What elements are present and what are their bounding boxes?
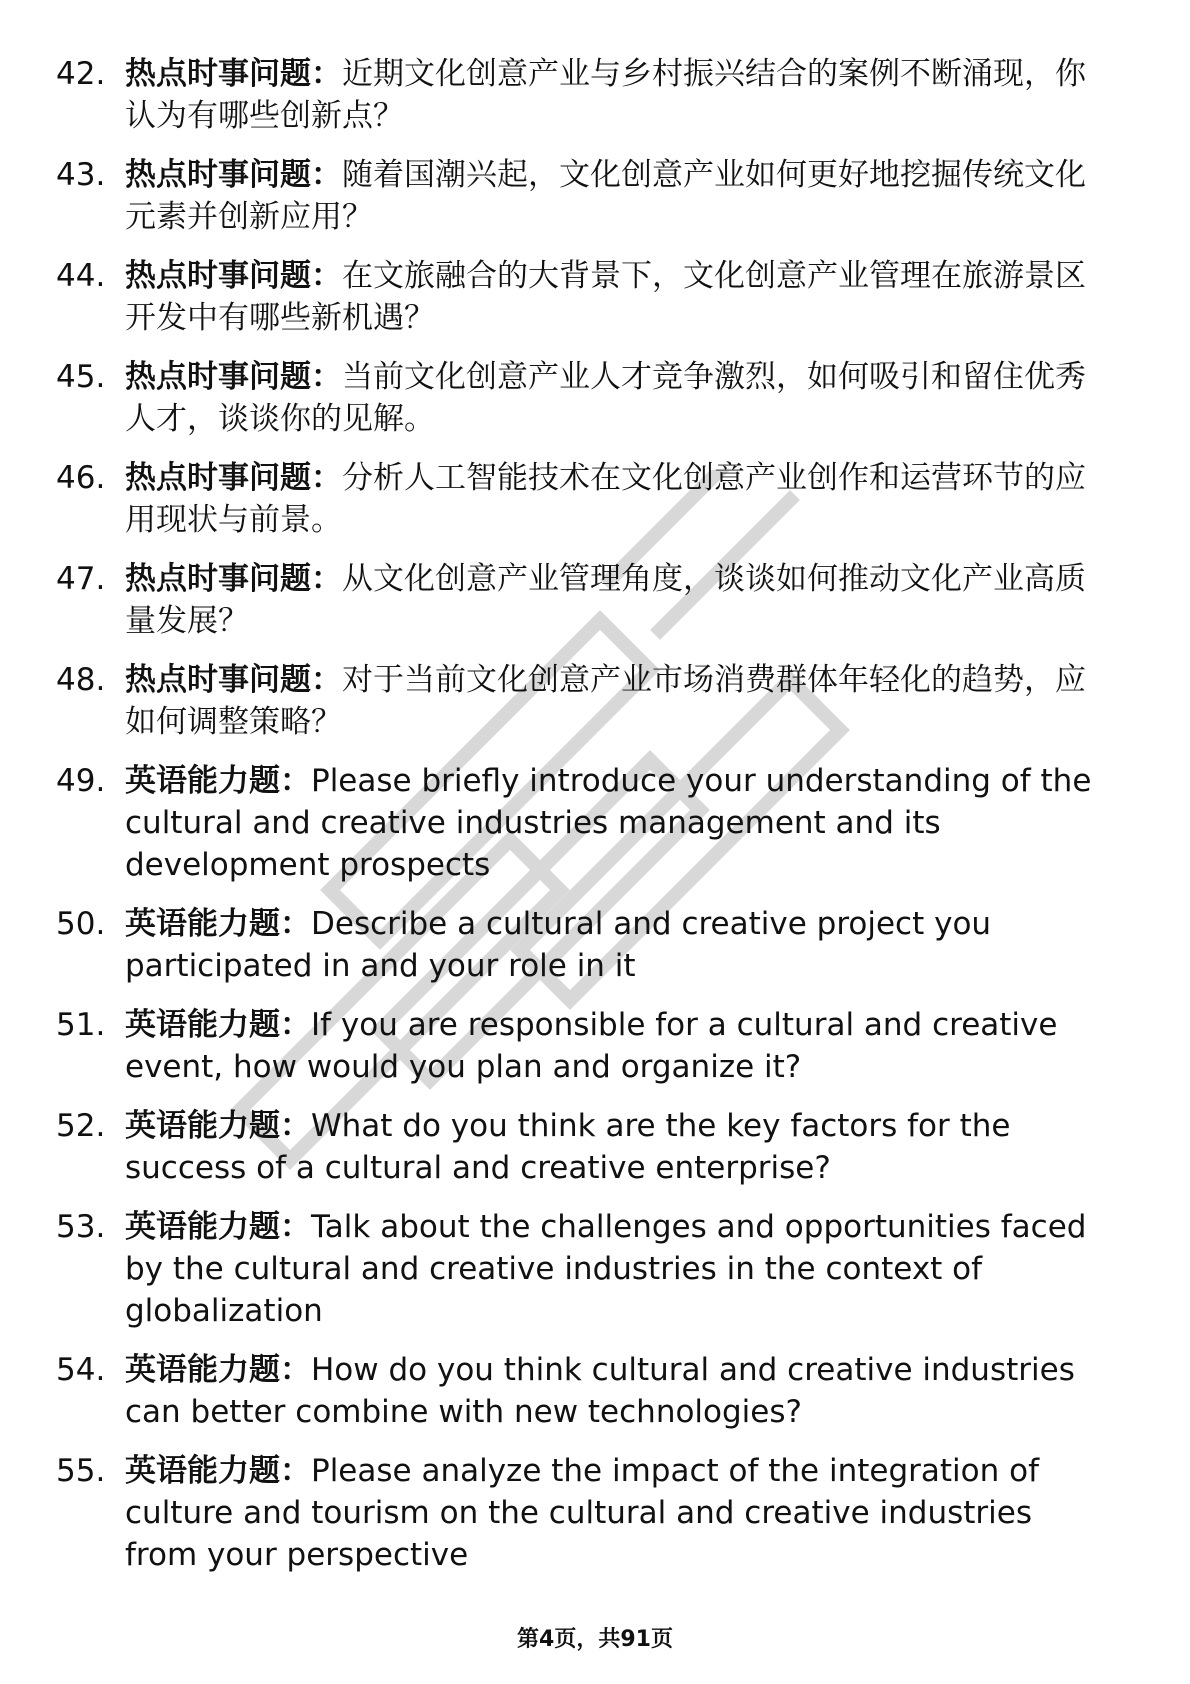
question-number: 49. [56, 763, 106, 799]
question-body [125, 457, 1116, 541]
question-text: If you are responsible for a cultural and creative event, how would you plan and organize it? [125, 1007, 1058, 1085]
question-text: 当前文化创意产业人才竞争激烈，如何吸引和留住优秀人才，谈谈你的见解。 [125, 359, 1086, 437]
question-category: 英语能力题： [125, 1108, 311, 1144]
question-category: 热点时事问题： [125, 56, 342, 92]
question-number: 44. [56, 258, 106, 294]
question-number: 55. [56, 1453, 106, 1489]
question-body [125, 53, 1116, 137]
question-body [125, 760, 1116, 886]
question-text: 随着国潮兴起，文化创意产业如何更好地挖掘传统文化元素并创新应用？ [125, 157, 1086, 235]
question-list [56, 53, 1116, 1593]
question-text: 近期文化创意产业与乡村振兴结合的案例不断涌现，你认为有哪些创新点？ [125, 56, 1086, 134]
question-body [125, 1349, 1116, 1433]
question-item [56, 558, 1116, 642]
question-category: 热点时事问题： [125, 460, 342, 496]
question-item [56, 1105, 1116, 1189]
question-item [56, 903, 1116, 987]
question-number: 54. [56, 1352, 106, 1388]
question-body [125, 1450, 1116, 1576]
question-category: 热点时事问题： [125, 157, 342, 193]
question-text: How do you think cultural and creative industries can better combine with new technologies? [125, 1352, 1075, 1430]
question-category: 热点时事问题： [125, 662, 342, 698]
question-item [56, 255, 1116, 339]
question-item [56, 53, 1116, 137]
question-category: 英语能力题： [125, 1352, 311, 1388]
question-category: 英语能力题： [125, 1209, 311, 1245]
question-body [125, 558, 1116, 642]
question-number: 43. [56, 157, 106, 193]
question-item [56, 356, 1116, 440]
question-item [56, 760, 1116, 886]
question-item [56, 457, 1116, 541]
question-number: 48. [56, 662, 106, 698]
question-body [125, 255, 1116, 339]
question-item [56, 154, 1116, 238]
question-body [125, 1105, 1116, 1189]
question-number: 53. [56, 1209, 106, 1245]
question-text: 对于当前文化创意产业市场消费群体年轻化的趋势，应如何调整策略？ [125, 662, 1086, 740]
question-body [125, 1004, 1116, 1088]
question-text: Talk about the challenges and opportunities faced by the cultural and creative industries in the context of globalization [125, 1209, 1087, 1329]
question-text: Describe a cultural and creative project you participated in and your role in it [125, 906, 992, 984]
question-text: 在文旅融合的大背景下，文化创意产业管理在旅游景区开发中有哪些新机遇？ [125, 258, 1086, 336]
question-category: 英语能力题： [125, 1007, 311, 1043]
question-number: 50. [56, 906, 106, 942]
question-item [56, 1450, 1116, 1576]
question-number: 47. [56, 561, 106, 597]
question-category: 英语能力题： [125, 763, 311, 799]
question-text: 从文化创意产业管理角度，谈谈如何推动文化产业高质量发展？ [125, 561, 1086, 639]
question-body [125, 903, 1116, 987]
question-item [56, 1349, 1116, 1433]
question-body [125, 1206, 1116, 1332]
question-text: Please analyze the impact of the integration of culture and tourism on the cultural and creative industries from your perspective [125, 1453, 1040, 1573]
question-number: 42. [56, 56, 106, 92]
question-category: 热点时事问题： [125, 359, 342, 395]
question-category: 英语能力题： [125, 1453, 311, 1489]
question-body [125, 154, 1116, 238]
question-body [125, 356, 1116, 440]
question-category: 热点时事问题： [125, 258, 342, 294]
question-item [56, 1206, 1116, 1332]
question-category: 热点时事问题： [125, 561, 342, 597]
question-text: What do you think are the key factors for the success of a cultural and creative enterprise? [125, 1108, 1011, 1186]
question-category: 英语能力题： [125, 906, 311, 942]
question-item [56, 1004, 1116, 1088]
question-number: 45. [56, 359, 106, 395]
question-text: Please briefly introduce your understanding of the cultural and creative industries management and its development prospects [125, 763, 1092, 883]
question-body [125, 659, 1116, 743]
question-text: 分析人工智能技术在文化创意产业创作和运营环节的应用现状与前景。 [125, 460, 1086, 538]
question-item [56, 659, 1116, 743]
question-number: 52. [56, 1108, 106, 1144]
page-footer: 第4页，共91页 [517, 1627, 673, 1652]
question-number: 46. [56, 460, 106, 496]
question-number: 51. [56, 1007, 106, 1043]
